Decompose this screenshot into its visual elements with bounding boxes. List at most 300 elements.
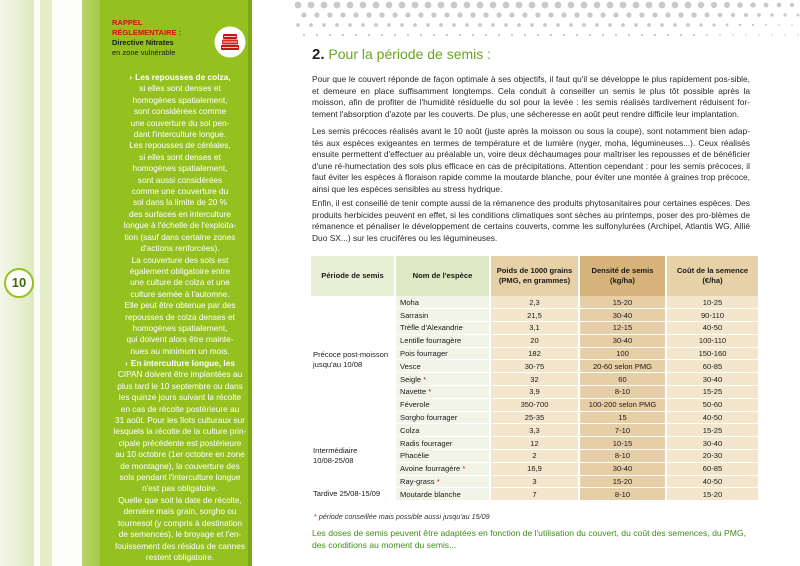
- sidebar-line: [112, 334, 248, 345]
- sidebar-line-text: homogènes spatialement,: [132, 163, 228, 174]
- decor-dot: [686, 23, 690, 27]
- sidebar-line-text: si elles sont denses et: [139, 83, 221, 94]
- sidebar-block-interculture: [112, 358, 248, 563]
- sidebar-line: [112, 95, 248, 106]
- period-cell: [311, 488, 395, 501]
- species-cell: [395, 475, 490, 488]
- decor-dot: [444, 12, 449, 17]
- decor-dot: [602, 34, 604, 36]
- decor-dot: [750, 2, 755, 7]
- decor-dot: [394, 34, 396, 36]
- species-name: Moutarde blanche: [400, 489, 461, 499]
- decor-dot: [712, 23, 715, 26]
- sidebar-line-text: Elle peut être obtenue par des: [124, 300, 236, 311]
- decor-dot: [600, 12, 605, 17]
- decor-dot: [764, 3, 769, 8]
- decor-dot: [634, 23, 638, 27]
- decor-dot: [633, 2, 640, 9]
- cost-cell: 40-50: [666, 322, 759, 335]
- sidebar-line-text: Les repousses de colza,: [135, 72, 231, 82]
- decor-dot: [374, 23, 378, 27]
- decor-dot: [797, 14, 800, 17]
- decor-dot: [778, 24, 780, 26]
- arrow-bullet-icon: ›: [129, 72, 133, 82]
- sidebar-line-text: fouissement des résidus de cannes: [114, 540, 246, 551]
- decor-dot: [509, 12, 514, 17]
- decor-dot: [457, 12, 462, 17]
- decor-dot: [680, 34, 682, 36]
- sidebar-line: [112, 518, 248, 529]
- sidebar-line-text: sont considérées comme: [133, 106, 227, 117]
- decor-dot: [620, 2, 627, 9]
- decor-dot: [790, 3, 794, 7]
- pmg-cell: 7: [490, 488, 579, 501]
- sidebar-line-text: une culture de colza et une: [130, 277, 230, 288]
- species-name: Ray-grass: [400, 477, 435, 487]
- decor-dot: [491, 23, 495, 27]
- decor-dot: [386, 2, 393, 9]
- decor-dot: [439, 23, 443, 27]
- decor-dot: [485, 34, 487, 36]
- density-cell: 15-20: [579, 475, 666, 488]
- decor-dot: [770, 13, 774, 17]
- decor-dot: [431, 12, 436, 17]
- pmg-cell: 12: [490, 437, 579, 450]
- decor-dot: [309, 23, 313, 27]
- sidebar-line: [112, 426, 248, 437]
- sidebar-line-text: homogènes spatialement,: [132, 94, 228, 105]
- density-cell: 30-40: [579, 334, 666, 347]
- sidebar-line: [112, 415, 248, 426]
- sidebar-line-text: Les repousses de céréales,: [129, 140, 231, 151]
- decor-dot: [465, 23, 469, 27]
- density-cell: 8-10: [579, 450, 666, 463]
- left-band-white: [52, 0, 82, 566]
- sidebar-line-text: si elles sont denses et: [139, 151, 221, 162]
- decor-dot: [771, 34, 773, 36]
- late-sowing-star: *: [426, 387, 432, 397]
- sidebar-line: [112, 404, 248, 415]
- sidebar-line: [112, 83, 248, 94]
- sidebar-line-text: de montagne), la couverture des: [120, 460, 240, 471]
- species-name: Sarrasin: [400, 310, 429, 320]
- sidebar-line-text: longue à l'échelle de l'exploita-: [123, 220, 237, 231]
- decor-dot: [477, 2, 484, 9]
- density-cell: 100-200 selon PMG: [579, 398, 666, 411]
- decor-dot: [699, 23, 703, 27]
- sidebar-line: [112, 243, 248, 254]
- decor-dot: [745, 34, 747, 36]
- sidebar-line: [112, 232, 248, 243]
- sidebar-line: [112, 369, 248, 380]
- decor-dot: [639, 12, 644, 17]
- cost-cell: 40-50: [666, 411, 759, 424]
- decor-dot: [548, 12, 553, 17]
- species-cell: [395, 296, 490, 309]
- decor-dot: [641, 34, 643, 36]
- table-body: [311, 296, 759, 501]
- decor-dot: [483, 12, 488, 17]
- species-cell: [395, 424, 490, 437]
- decor-dot: [347, 2, 354, 9]
- decor-dot: [574, 12, 579, 17]
- late-sowing-star: *: [421, 374, 427, 384]
- decor-dot: [563, 34, 565, 36]
- decor-dot: [724, 2, 730, 8]
- decor-dot: [608, 23, 612, 27]
- decor-dot: [405, 12, 410, 17]
- decor-dot: [478, 23, 482, 27]
- decor-dot: [517, 23, 521, 27]
- decor-dot: [407, 34, 409, 36]
- species-cell: [395, 309, 490, 322]
- sidebar-line-text: une couverture du sol pen-: [130, 117, 230, 128]
- header-species: Nom de l'espèce: [395, 256, 490, 296]
- decor-dot: [691, 12, 696, 17]
- table-footnote: [314, 512, 490, 521]
- decor-dot: [392, 12, 397, 17]
- sidebar-line-text: 31 août. Pour les îlots culturaux sur: [114, 415, 246, 426]
- sidebar-line: [112, 346, 248, 357]
- density-cell: 30-40: [579, 309, 666, 322]
- species-name: Seigle: [400, 374, 422, 384]
- pmg-cell: 30-75: [490, 360, 579, 373]
- sidebar-line: [112, 118, 248, 129]
- decor-dot: [452, 23, 456, 27]
- sidebar-line-text: dant l'interculture longue.: [133, 129, 227, 140]
- decor-dot: [516, 2, 523, 9]
- decor-dot: [511, 34, 513, 36]
- decor-dot: [303, 34, 305, 36]
- sidebar-line-text: nues au minimum un mois.: [130, 345, 230, 356]
- decor-dot: [678, 12, 683, 17]
- decor-dot: [777, 3, 782, 8]
- sidebar-line-text: des surfaces en interculture: [129, 208, 231, 219]
- species-name: Phacélie: [400, 451, 430, 461]
- species-cell: [395, 488, 490, 501]
- decor-dot: [425, 2, 432, 9]
- species-cell: [395, 398, 490, 411]
- seeding-table: [311, 256, 759, 501]
- cost-cell: 60-85: [666, 360, 759, 373]
- regulation-header: [112, 18, 208, 58]
- arrow-bullet-icon: ›: [125, 358, 128, 368]
- sidebar-line: [112, 323, 248, 334]
- decor-dot: [542, 2, 549, 9]
- decor-dot: [543, 23, 547, 27]
- pmg-cell: 3: [490, 475, 579, 488]
- decor-dot: [758, 34, 760, 36]
- header-weight-line1: Poids de 1000 grains: [496, 266, 573, 275]
- decor-dot: [368, 34, 370, 36]
- decor-dot: [667, 34, 669, 36]
- table-header-row: [311, 256, 759, 296]
- sidebar-line-text: plus tard le 10 septembre ou dans: [117, 380, 243, 391]
- decor-dot: [621, 23, 625, 27]
- sidebar-line: [112, 255, 248, 266]
- sidebar-line-text: également obligatoire entre: [129, 265, 231, 276]
- decor-dot: [340, 12, 345, 17]
- sidebar-line: [112, 175, 248, 186]
- decor-dot: [561, 12, 566, 17]
- sidebar-line-text: culture semée à l'automne.: [130, 288, 230, 299]
- decor-dot: [737, 2, 743, 8]
- sidebar-line-text: d'actions renforcées).: [140, 243, 220, 254]
- decor-dot: [459, 34, 461, 36]
- species-name: Navette: [400, 387, 427, 397]
- decor-dot: [726, 24, 729, 27]
- sidebar-line: [112, 266, 248, 277]
- decor-dot: [647, 23, 651, 27]
- sidebar-line: [112, 106, 248, 117]
- decor-dot: [576, 34, 578, 36]
- species-name: Lentille fourragère: [400, 336, 462, 346]
- decor-dot: [295, 2, 302, 9]
- species-cell: [395, 450, 490, 463]
- sidebar-line: [112, 495, 248, 506]
- sidebar-line: [112, 277, 248, 288]
- cost-cell: 100-110: [666, 334, 759, 347]
- header-density: [579, 256, 666, 296]
- species-name: Sorgho fourrager: [400, 413, 458, 423]
- left-band-lime: [82, 0, 100, 566]
- directive-label: Directive Nitrates: [112, 38, 174, 47]
- cost-cell: 30-40: [666, 437, 759, 450]
- sidebar-line-text: repousses de colza denses et: [125, 311, 235, 322]
- pmg-cell: 25-35: [490, 411, 579, 424]
- sidebar-line: [112, 529, 248, 540]
- species-cell: [395, 411, 490, 424]
- dot-pattern-decoration: [290, 0, 800, 40]
- density-cell: 15: [579, 411, 666, 424]
- decor-dot: [718, 13, 723, 18]
- section-number: 2.: [312, 46, 325, 63]
- decor-dot: [433, 34, 435, 36]
- density-cell: 12-15: [579, 322, 666, 335]
- density-cell: 15-20: [579, 296, 666, 309]
- table-row: [311, 296, 759, 309]
- decor-dot: [418, 12, 423, 17]
- species-cell: [395, 386, 490, 399]
- sidebar-line: [112, 163, 248, 174]
- decor-dot: [387, 23, 391, 27]
- decor-dot: [348, 23, 352, 27]
- decor-dot: [783, 13, 786, 16]
- decor-dot: [399, 2, 406, 9]
- sidebar-line: [112, 506, 248, 517]
- cost-cell: 50-60: [666, 398, 759, 411]
- decor-dot: [490, 2, 497, 9]
- decor-dot: [379, 12, 384, 17]
- decor-dot: [659, 2, 666, 9]
- species-name: Pois fourrager: [400, 349, 448, 359]
- late-sowing-star: *: [460, 464, 466, 474]
- cost-cell: 30-40: [666, 373, 759, 386]
- sidebar-block-colza: [112, 72, 248, 357]
- cost-cell: 150-160: [666, 347, 759, 360]
- decor-dot: [322, 23, 326, 27]
- decor-dot: [568, 2, 575, 9]
- decor-dot: [314, 12, 319, 17]
- pmg-cell: 2: [490, 450, 579, 463]
- cost-cell: 40-50: [666, 475, 759, 488]
- density-cell: 30-40: [579, 462, 666, 475]
- decor-dot: [504, 23, 508, 27]
- decor-dot: [537, 34, 539, 36]
- sidebar-line: [112, 312, 248, 323]
- decor-dot: [665, 12, 670, 17]
- decor-dot: [524, 34, 526, 36]
- density-cell: 8-10: [579, 488, 666, 501]
- species-name: Trèfle d'Alexandrie: [400, 323, 463, 333]
- paragraph-1: Pour que le couvert réponde de façon optimale à ses objectifs, il faut qu'il se développe le plus rapidement pos-sible, et demeure en place suffisamment longtemps. Cela conduit à conseiller un semis le plus tôt possible après la moisson, afin de profiter de l'humidité résiduelle du sol pour la levée : les semis réalisés tardivement réduisent for-tement l'absorption d'azote par les couverts. De plus, une sécheresse en août peut rendre difficile leur implantation.: [312, 74, 750, 119]
- species-name: Vesce: [400, 361, 421, 371]
- sidebar-line-text: Quelle que soit la date de récolte,: [118, 494, 242, 505]
- cost-cell: 60-85: [666, 462, 759, 475]
- decor-dot: [446, 34, 448, 36]
- decor-dot: [321, 2, 328, 9]
- decor-dot: [797, 34, 799, 36]
- decor-dot: [731, 13, 735, 17]
- species-cell: [395, 360, 490, 373]
- pmg-cell: 16,9: [490, 462, 579, 475]
- density-cell: 60: [579, 373, 666, 386]
- footnote-star: *: [314, 512, 317, 521]
- decor-dot: [529, 2, 536, 9]
- decor-dot: [451, 2, 458, 9]
- decor-dot: [400, 23, 404, 27]
- period-label: Précoce post-moisson: [313, 349, 389, 359]
- section-title: [312, 46, 491, 63]
- pmg-cell: 3,1: [490, 322, 579, 335]
- cost-cell: 10-25: [666, 296, 759, 309]
- sidebar-line: [112, 289, 248, 300]
- decor-dot: [613, 12, 618, 17]
- sidebar-line-text: comme une couverture du: [131, 186, 229, 197]
- decor-dot: [498, 34, 500, 36]
- sidebar-line: [112, 197, 248, 208]
- left-band-mid: [40, 0, 52, 566]
- pmg-cell: 20: [490, 334, 579, 347]
- period-range: jusqu'au 10/08: [313, 359, 363, 369]
- decor-dot: [555, 2, 562, 9]
- pmg-cell: 2,3: [490, 296, 579, 309]
- header-cost-line1: Coût de la semence: [676, 266, 749, 275]
- decor-dot: [360, 2, 367, 9]
- decor-dot: [361, 23, 365, 27]
- decor-dot: [470, 12, 475, 17]
- decor-dot: [535, 12, 540, 17]
- sidebar-line-text: n'est pas obligatoire.: [142, 483, 218, 494]
- decor-dot: [711, 2, 717, 8]
- sidebar-line: [112, 300, 248, 311]
- sidebar-line-text: qui doivent alors être mainte-: [126, 334, 234, 345]
- sidebar-line: [112, 461, 248, 472]
- sidebar-line: [112, 392, 248, 403]
- sidebar-line-text: En interculture longue, les: [130, 358, 235, 368]
- sidebar-line-text: CIPAN doivent être implantées au: [117, 369, 243, 380]
- sidebar-line-text: au 10 octobre (1er octobre en zone: [115, 449, 245, 460]
- pmg-cell: 182: [490, 347, 579, 360]
- density-cell: 7-10: [579, 424, 666, 437]
- decor-dot: [739, 24, 742, 27]
- decor-dot: [366, 12, 371, 17]
- decor-dot: [719, 34, 721, 36]
- species-cell: [395, 322, 490, 335]
- sidebar-line: [112, 209, 248, 220]
- density-cell: 100: [579, 347, 666, 360]
- header-period: Période de semis: [311, 256, 395, 296]
- period-label: Tardive 25/08-15/09: [313, 489, 381, 499]
- sidebar-line: [112, 220, 248, 231]
- period-cell: [311, 296, 395, 424]
- decor-dot: [595, 23, 599, 27]
- decor-dot: [654, 34, 656, 36]
- sidebar-line: [112, 129, 248, 140]
- sidebar-line: [112, 552, 248, 563]
- cost-cell: 90-110: [666, 309, 759, 322]
- footnote-text: période conseillée mais possible aussi jusqu'au 15/09: [318, 512, 490, 521]
- regulation-label: RAPPEL RÉGLEMENTAIRE :: [112, 18, 182, 37]
- decor-dot: [329, 34, 331, 36]
- decor-dot: [355, 34, 357, 36]
- decor-dot: [732, 34, 734, 36]
- decor-dot: [420, 34, 422, 36]
- decor-dot: [705, 13, 710, 18]
- decor-dot: [757, 13, 761, 17]
- decor-dot: [652, 12, 657, 17]
- decor-dot: [413, 23, 417, 27]
- decor-dot: [412, 2, 419, 9]
- sidebar-line-text: tion (sauf dans certaine zones: [124, 231, 236, 242]
- sidebar-line-text: sont aussi considérées: [137, 174, 223, 185]
- decor-dot: [587, 12, 592, 17]
- decor-dot: [308, 2, 315, 9]
- decor-dot: [438, 2, 445, 9]
- header-density-line2: (kg/ha): [610, 276, 635, 285]
- sidebar-line-text: cipale précédente est postérieure: [118, 437, 242, 448]
- decor-dot: [673, 23, 677, 27]
- decor-dot: [626, 12, 631, 17]
- decor-dot: [589, 34, 591, 36]
- cost-cell: 15-20: [666, 488, 759, 501]
- decor-dot: [327, 12, 332, 17]
- density-cell: 10-15: [579, 437, 666, 450]
- decor-dot: [615, 34, 617, 36]
- header-weight: [490, 256, 579, 296]
- pmg-cell: 3,9: [490, 386, 579, 399]
- decor-dot: [698, 2, 705, 9]
- cost-cell: 20-30: [666, 450, 759, 463]
- decor-dot: [522, 12, 527, 17]
- decor-dot: [581, 2, 588, 9]
- decor-dot: [672, 2, 679, 9]
- sidebar-line: [112, 72, 248, 83]
- sidebar-line-text: sols pendant l'interculture longue: [119, 472, 241, 483]
- decor-dot: [334, 2, 341, 9]
- header-density-line1: Densité de semis: [591, 266, 654, 275]
- header-cost: [666, 256, 759, 296]
- decor-dot: [496, 12, 501, 17]
- decor-dot: [426, 23, 430, 27]
- header-weight-line2: (PMG, en grammes): [498, 276, 571, 285]
- period-range: 10/08-25/08: [313, 455, 354, 465]
- page-number: 10: [4, 268, 34, 298]
- pmg-cell: 32: [490, 373, 579, 386]
- decor-dot: [752, 24, 754, 26]
- sidebar-line-text: dernière maïs grain, sorgho ou: [123, 506, 237, 517]
- bottom-note: Les doses de semis peuvent être adaptées en fonction de l'utilisation du couvert, du coût des semences, du PMG, des conditions au moment du semis...: [312, 528, 746, 550]
